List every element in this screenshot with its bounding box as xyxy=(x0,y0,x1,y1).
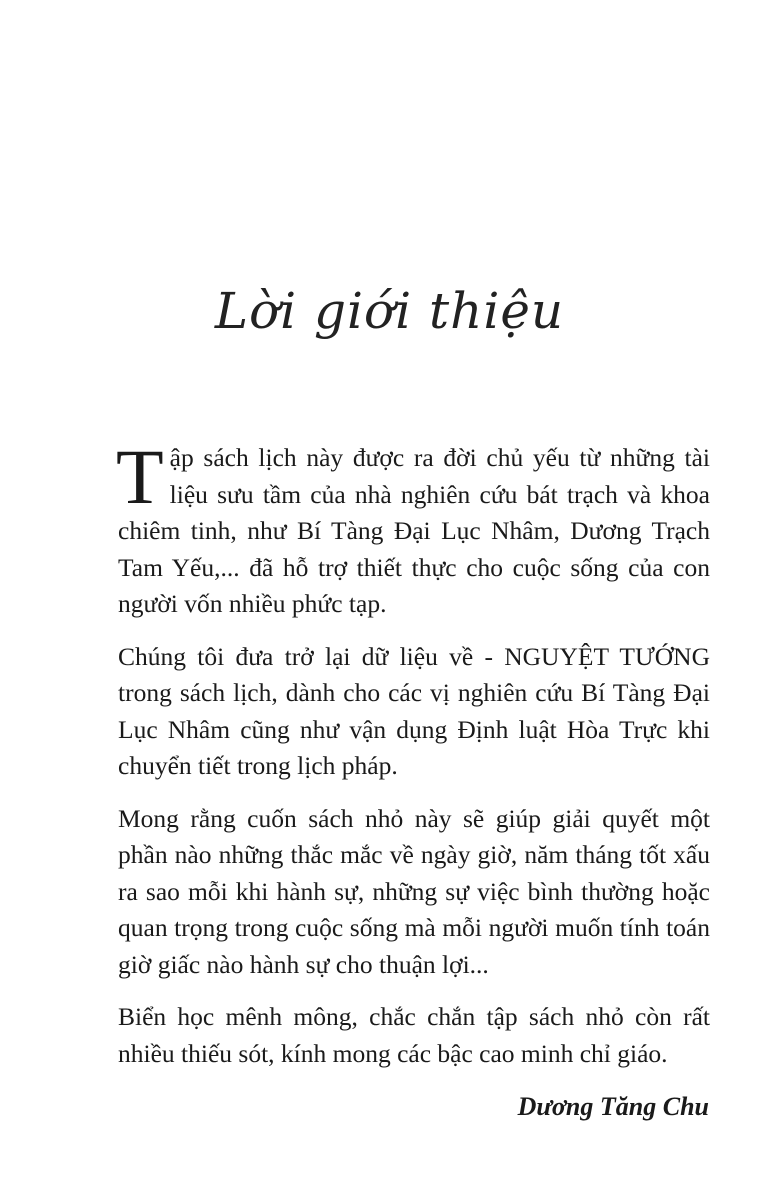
paragraph-2: Chúng tôi đưa trở lại dữ liệu về - NGUYỆT TƯỚNG trong sách lịch, dành cho các vị nghiên cứu Bí Tàng Đại Lục Nhâm cũng như vận dụng Định luật Hòa Trực khi chuyển tiết trong lịch pháp. xyxy=(118,641,710,780)
paragraph-1 xyxy=(116,433,710,623)
page-title: Lời giới thiệu xyxy=(214,282,565,340)
paragraph-1-text: ập sách lịch này được ra đời chủ yếu từ những tài liệu sưu tầm của nhà nghiên cứu bát trạch và khoa chiêm tinh, như Bí Tàng Đại Lục Nhâm, Dương Trạch Tam Yếu,... đã hỗ trợ thiết thực cho cuộc sống của con người vốn nhiều phức tạp. xyxy=(118,443,710,618)
drop-cap: T xyxy=(116,433,164,520)
author-signature: Dương Tăng Chu xyxy=(517,1092,709,1121)
body-text xyxy=(116,433,710,1088)
paragraph-3: Mong rằng cuốn sách nhỏ này sẽ giúp giải quyết một phần nào những thắc mắc về ngày giờ, năm tháng tốt xấu ra sao mỗi khi hành sự, những sự việc bình thường hoặc quan trọng trong cuộc sống mà mỗi người muốn tính toán giờ giấc nào hành sự cho thuận lợi... xyxy=(118,803,710,979)
paragraph-4: Biển học mênh mông, chắc chắn tập sách nhỏ còn rất nhiều thiếu sót, kính mong các bậc cao minh chỉ giáo. xyxy=(118,1002,710,1068)
